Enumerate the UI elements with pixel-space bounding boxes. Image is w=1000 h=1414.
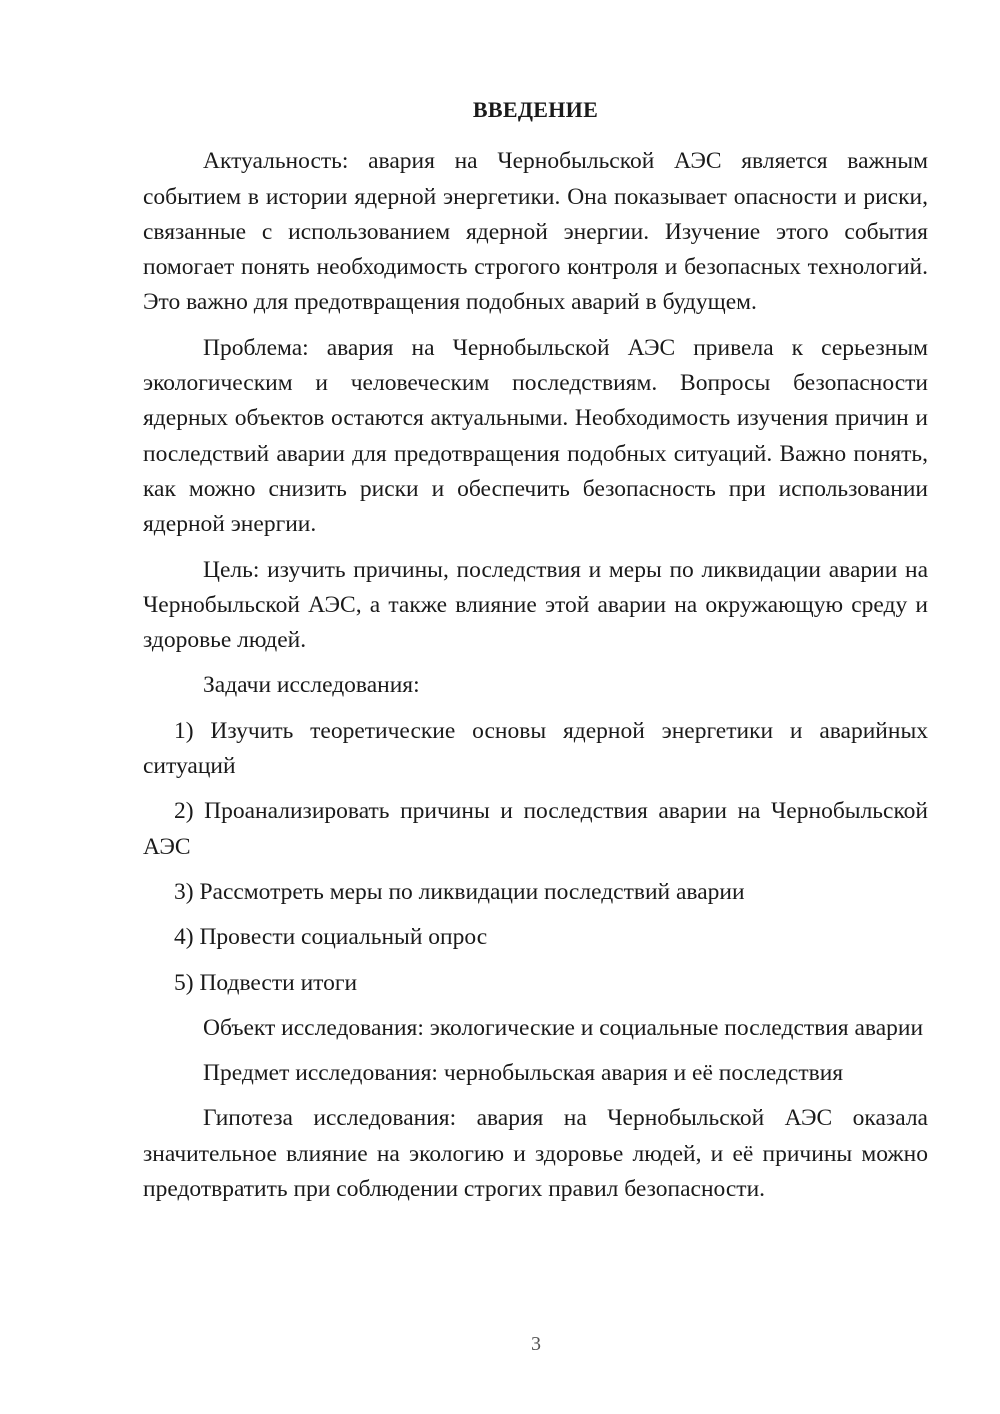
page-number: 3 xyxy=(531,1333,541,1355)
task-item-1: 1) Изучить теоретические основы ядерной энергетики и аварийных ситуаций xyxy=(143,717,928,780)
hypothesis-paragraph: Гипотеза исследования: авария на Чернобыльской АЭС оказала значительное влияние на экологию и здоровье людей, и её причины можно предотвратить при соблюдении строгих правил безопасности. xyxy=(143,1105,928,1203)
page-content xyxy=(143,92,928,1217)
subject-paragraph: Предмет исследования: чернобыльская авария и её последствия xyxy=(203,1060,844,1087)
task-item-2: 2) Проанализировать причины и последствия аварии на Чернобыльской АЭС xyxy=(143,798,928,860)
tasks-heading: Задачи исследования: xyxy=(203,672,420,699)
problem-paragraph: Проблема: авария на Чернобыльской АЭС привела к серьезным экологическим и человеческим последствиям. Вопросы безопасности ядерных объектов остаются актуальными. Необходимость изучения причин и последствий аварии для предотвращения подобных ситуаций. Важно понять, как можно снизить риски и обеспечить безопасность при использовании ядерной энергии. xyxy=(143,334,928,538)
task-item-3: 3) Рассмотреть меры по ликвидации последствий аварии xyxy=(174,878,745,905)
page-title: ВВЕДЕНИЕ xyxy=(472,97,599,122)
relevance-paragraph: Актуальность: авария на Чернобыльской АЭС является важным событием в истории ядерной энергетики. Она показывает опасности и риски, связанные с использованием ядерной энергии. Изучение этого события помогает понять необходимость строгого контроля и безопасных технологий. Это важно для предотвращения подобных аварий в будущем. xyxy=(143,148,928,316)
task-item-5: 5) Подвести итоги xyxy=(174,969,358,996)
task-item-4: 4) Провести социальный опрос xyxy=(174,924,488,951)
goal-paragraph: Цель: изучить причины, последствия и меры по ликвидации аварии на Чернобыльской АЭС, а также влияние этой аварии на окружающую среду и здоровье людей. xyxy=(143,556,928,654)
object-paragraph: Объект исследования: экологические и социальные последствия аварии xyxy=(203,1014,924,1041)
